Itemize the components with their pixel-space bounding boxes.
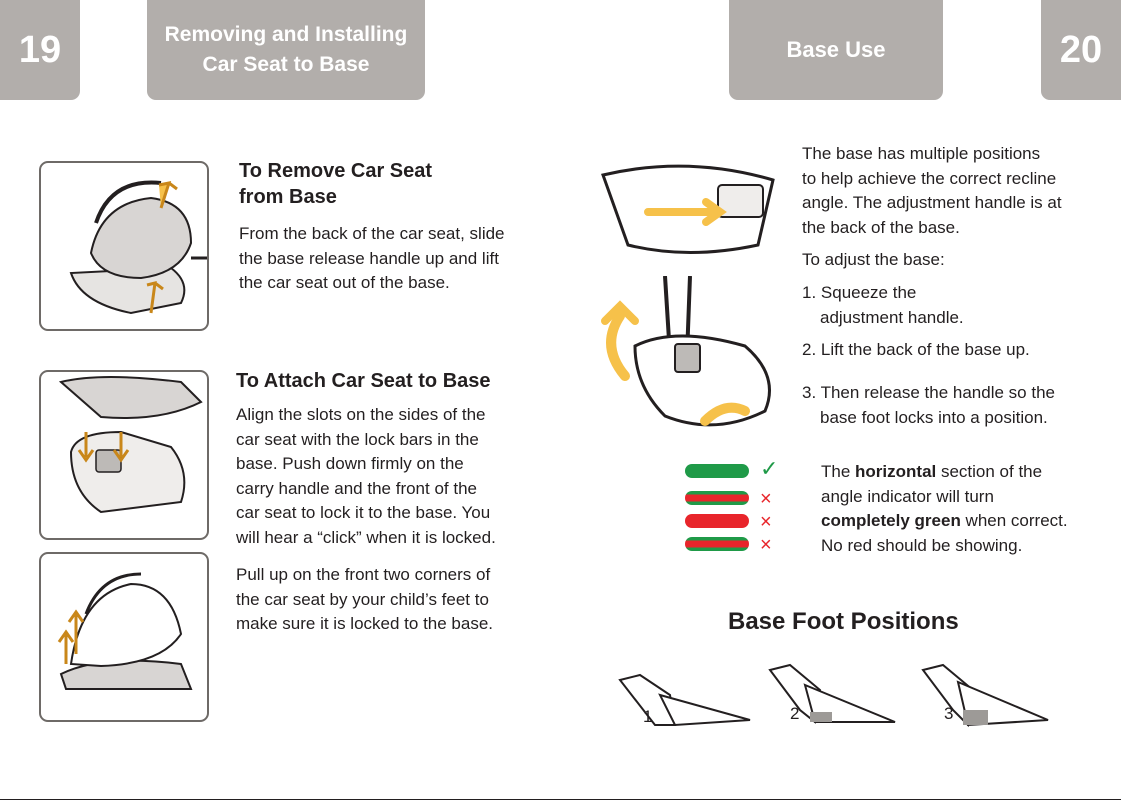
indicator-correct — [685, 464, 749, 478]
page-number-text: 19 — [18, 28, 62, 71]
indicator-l1-pre: The — [821, 462, 856, 481]
section-header-left — [147, 0, 425, 100]
remove-body-line: the base release handle up and lift — [239, 248, 499, 268]
page-number-text: 20 — [1059, 28, 1103, 71]
attach-body-2 — [236, 563, 493, 637]
section-header-right — [729, 0, 943, 100]
attach-title-text: To Attach Car Seat to Base — [236, 370, 491, 392]
check-icon: ✓ — [760, 456, 779, 481]
indicator-wrong-1 — [685, 491, 749, 505]
attach-body-line: Align the slots on the sides of the — [236, 405, 486, 424]
step-2 — [802, 338, 1030, 363]
indicator-l3-post: when correct. — [960, 511, 1068, 530]
cross-icon: × — [760, 488, 772, 510]
foot-position-3-icon — [918, 660, 1053, 735]
attach-body-line: will hear a “click” when it is locked. — [236, 527, 496, 547]
indicator-l1-bold: horizontal — [855, 462, 937, 481]
foot-position-1-icon — [615, 670, 755, 735]
foot-position-label: 3 — [944, 704, 954, 723]
indicator-l1-post: section of the — [936, 462, 1043, 481]
attach-body2-line: Pull up on the front two corners of — [236, 565, 491, 584]
intro-line: angle. The adjustment handle is at — [802, 193, 1062, 212]
cross-icon: × — [760, 534, 772, 556]
attach-body2-line: the car seat by your child’s feet to — [236, 589, 489, 609]
attach-body — [236, 403, 496, 550]
base-handle-illustration — [598, 150, 783, 260]
cross-icon: × — [760, 511, 772, 533]
attach-body2-line: make sure it is locked to the base. — [236, 614, 494, 633]
indicator-l3-bold: completely green — [821, 511, 961, 530]
remove-body-line: the car seat out of the base. — [239, 273, 450, 292]
attach-seat-illustration — [39, 370, 209, 540]
page-number-right — [1041, 0, 1121, 100]
attach-title — [236, 368, 491, 394]
indicator-text — [821, 460, 1068, 558]
step-1 — [802, 281, 964, 330]
remove-title — [239, 158, 432, 210]
intro-line: The base has multiple positions — [802, 144, 1041, 163]
step-1-line-1: 1. Squeeze the — [802, 283, 917, 302]
remove-body-line: From the back of the car seat, slide — [239, 224, 505, 243]
intro-line: to help achieve the correct recline — [802, 168, 1057, 188]
attach-body-line: car seat with the lock bars in the — [236, 429, 479, 449]
header-line-1: Removing and Installing — [164, 23, 408, 46]
check-lock-illustration — [39, 552, 209, 722]
indicator-wrong-3 — [685, 537, 749, 551]
foot-position-2-icon — [765, 660, 900, 735]
header-text: Base Use — [786, 37, 886, 62]
car-seat-remove-icon — [41, 163, 207, 329]
step-1-line-2: adjustment handle. — [820, 307, 964, 327]
step-3 — [802, 381, 1055, 430]
foot-position-label: 2 — [790, 704, 800, 723]
base-attach-icon — [41, 372, 207, 538]
attach-body-line: car seat to lock it to the base. You — [236, 503, 491, 522]
remove-title-line-2: from Base — [239, 186, 337, 208]
indicator-wrong-2 — [685, 514, 749, 528]
intro-line: the back of the base. — [802, 217, 960, 237]
attach-body-line: carry handle and the front of the — [236, 478, 477, 498]
step-3-line-2: base foot locks into a position. — [820, 407, 1048, 427]
seat-pull-up-icon — [41, 554, 207, 720]
remove-body — [239, 222, 505, 296]
indicator-line-1 — [821, 460, 1068, 485]
step-3-line-1: 3. Then release the handle so the — [802, 383, 1055, 402]
adjust-label — [802, 248, 945, 273]
indicator-line-4: No red should be showing. — [821, 535, 1023, 555]
step-2-line: 2. Lift the back of the base up. — [802, 340, 1030, 359]
foot-positions-title: Base Foot Positions — [728, 608, 959, 635]
intro-text — [802, 142, 1062, 240]
attach-body-line: base. Push down firmly on the — [236, 454, 464, 473]
base-lift-illustration — [595, 276, 790, 441]
header-line-2: Car Seat to Base — [202, 53, 370, 76]
remove-title-line-1: To Remove Car Seat — [239, 160, 433, 182]
indicator-line-2: angle indicator will turn — [821, 486, 994, 506]
page-number-left — [0, 0, 80, 100]
indicator-line-3 — [821, 509, 1068, 534]
bottom-divider — [0, 799, 1121, 800]
remove-seat-illustration — [39, 161, 209, 331]
adjust-label-text: To adjust the base: — [802, 250, 945, 269]
foot-position-label: 1 — [643, 707, 653, 726]
